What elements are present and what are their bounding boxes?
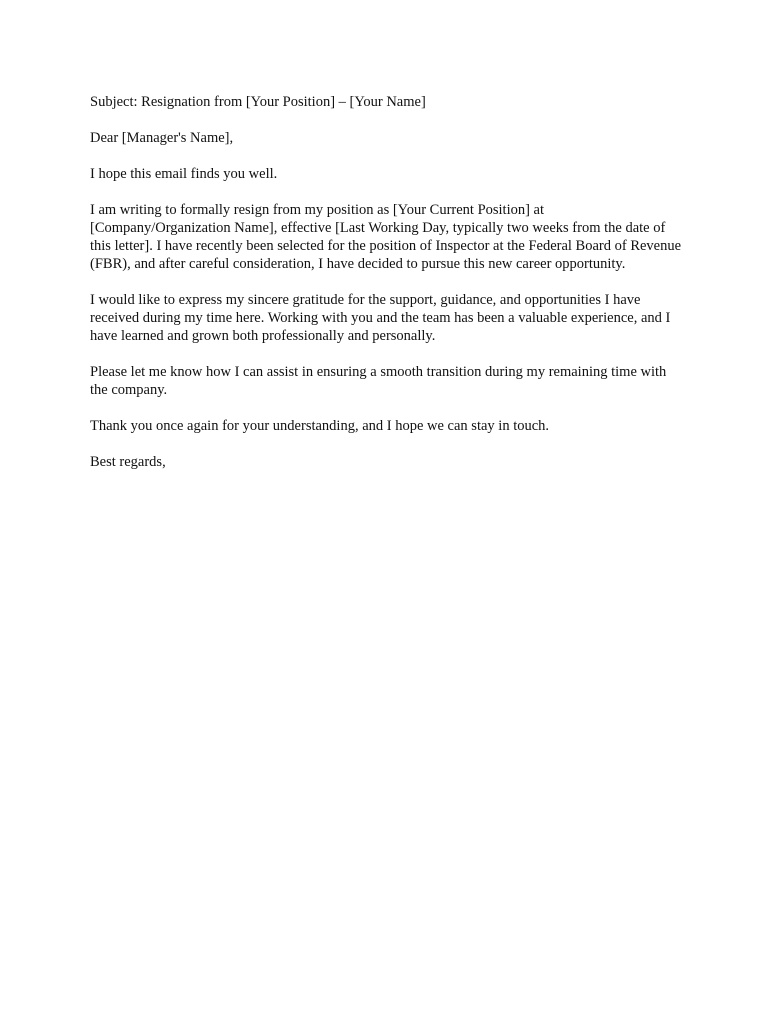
letter-body [90,93,682,489]
transition-paragraph: Please let me know how I can assist in ensuring a smooth transition during my remaining time with the company. [90,364,667,398]
gratitude-paragraph: I would like to express my sincere gratitude for the support, guidance, and opportunities I have received during my time here. Working with you and the team has been a valuable experience, and I have learned and grown both professionally and personally. [90,292,671,344]
opening-line: I hope this email finds you well. [90,166,278,182]
resignation-paragraph: I am writing to formally resign from my position as [Your Current Position] at [Company/Organization Name], effective [Last Working Day, typically two weeks from the date of this letter]. I have recently been selected for the position of Inspector at the Federal Board of Revenue (FBR), and after careful consideration, I have decided to pursue this new career opportunity. [90,202,682,272]
salutation: Dear [Manager's Name], [90,130,234,146]
sign-off: Best regards, [90,454,166,470]
subject-line: Subject: Resignation from [Your Position] – [Your Name] [90,94,426,110]
closing-line: Thank you once again for your understanding, and I hope we can stay in touch. [90,418,550,434]
